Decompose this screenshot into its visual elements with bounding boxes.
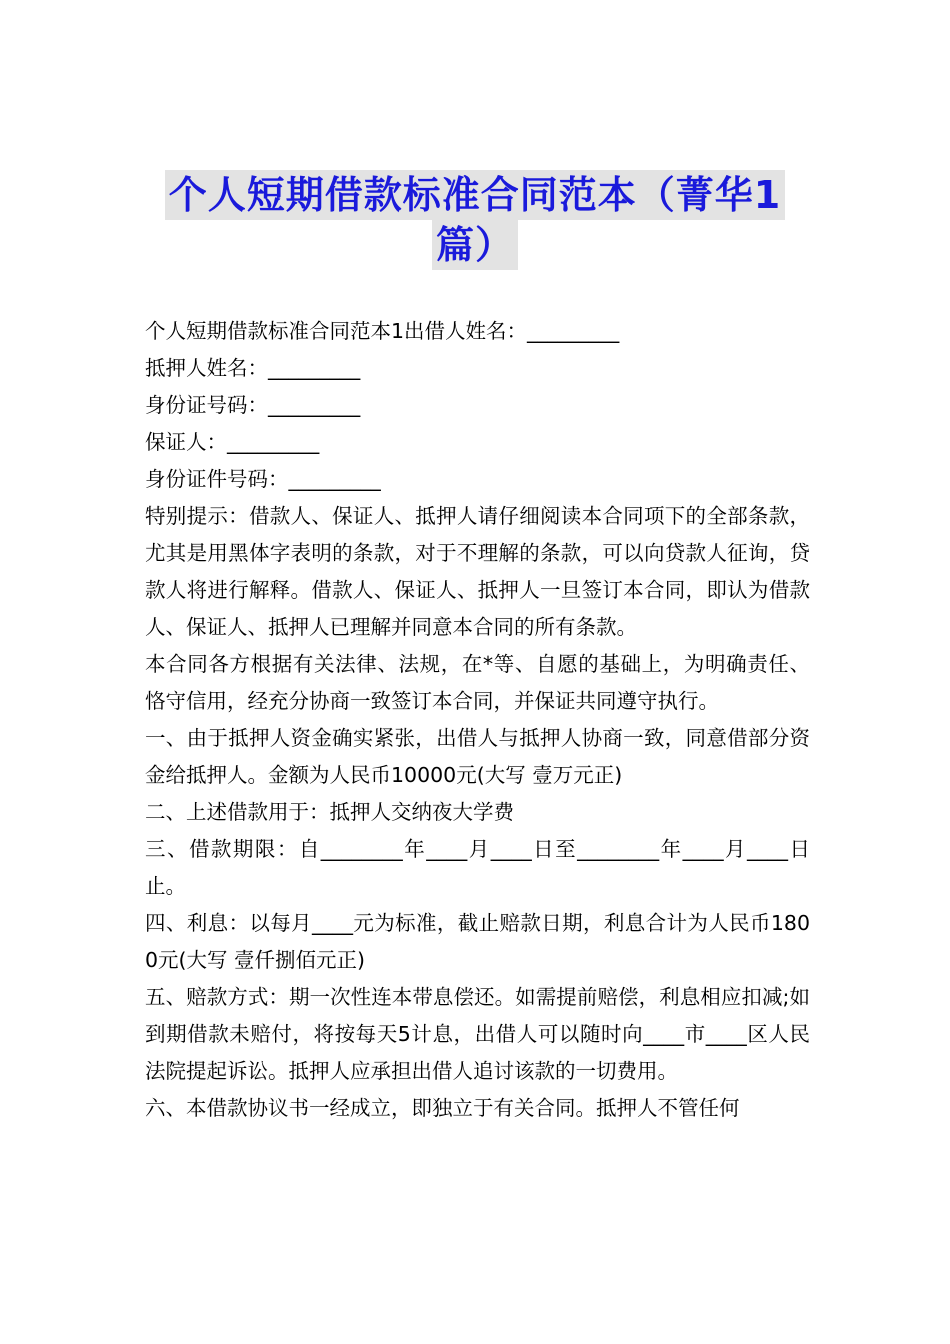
paragraph-clause-5: 五、赔款方式：期一次性连本带息偿还。如需提前赔偿，利息相应扣减;如到期借款未赔付，将按每天5计息，出借人可以随时向____市____区人民法院提起诉讼。抵押人应承担出借人追讨该款的一切费用。 [145, 985, 810, 1083]
title-line-1: 个人短期借款标准合同范本（菁华1 [165, 170, 785, 220]
paragraph-lender-name: 个人短期借款标准合同范本1出借人姓名：_________ [145, 319, 620, 343]
paragraph-id-document-number: 身份证件号码：_________ [145, 467, 381, 491]
title-line-2: 篇） [432, 220, 518, 270]
paragraph-clause-2: 二、上述借款用于：抵押人交纳夜大学费 [145, 800, 514, 824]
paragraph-id-number: 身份证号码：_________ [145, 393, 361, 417]
paragraph-guarantor: 保证人：_________ [145, 430, 320, 454]
paragraph-special-notice: 特别提示：借款人、保证人、抵押人请仔细阅读本合同项下的全部条款，尤其是用黑体字表明的条款，对于不理解的条款，可以向贷款人征询，贷款人将进行解释。借款人、保证人、抵押人一旦签订本合同，即认为借款人、保证人、抵押人已理解并同意本合同的所有条款。 [145, 504, 810, 639]
document-title [0, 170, 950, 270]
paragraph-clause-6: 六、本借款协议书一经成立，即独立于有关合同。抵押人不管任何 [145, 1096, 740, 1120]
paragraph-clause-3: 三、借款期限：自________年____月____日至________年____月____日止。 [145, 837, 810, 898]
document-body [145, 313, 810, 1127]
paragraph-clause-1: 一、由于抵押人资金确实紧张，出借人与抵押人协商一致，同意借部分资金给抵押人。金额为人民币10000元(大写 壹万元正) [145, 726, 810, 787]
paragraph-mortgagor-name: 抵押人姓名：_________ [145, 356, 361, 380]
paragraph-clause-4: 四、利息：以每月____元为标准，截止赔款日期，利息合计为人民币1800元(大写 壹仟捌佰元正) [145, 911, 810, 972]
paragraph-preamble: 本合同各方根据有关法律、法规，在*等、自愿的基础上，为明确责任、恪守信用，经充分协商一致签订本合同，并保证共同遵守执行。 [145, 652, 810, 713]
